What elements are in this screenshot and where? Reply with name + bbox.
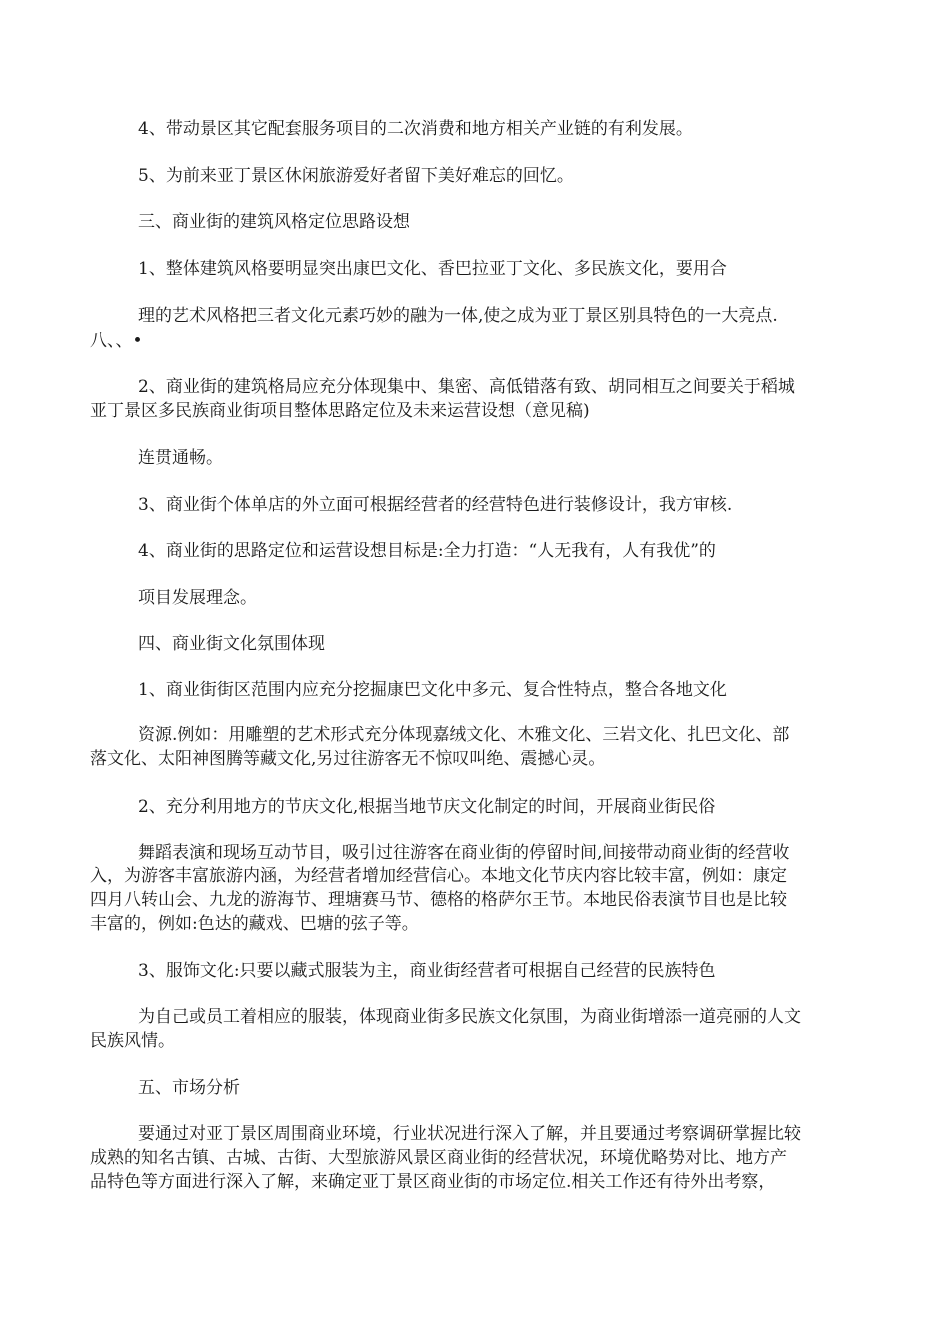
item-3-costume: 3、服饰文化:只要以藏式服装为主，商业街经营者可根据自己经营的民族特色 (138, 961, 716, 981)
section-5-heading: 五、市场分析 (138, 1078, 240, 1098)
item-1-culture-line-3: 落文化、太阳神图腾等藏文化,另过往游客无不惊叹叫绝、震撼心灵。 (90, 749, 606, 769)
item-4-industry-chain: 4、带动景区其它配套服务项目的二次消费和地方相关产业链的有利发展。 (138, 119, 693, 139)
running-header-title: 亚丁景区多民族商业街项目整体思路定位及未来运营设想（意见稿) (90, 401, 590, 421)
item-4-goal: 4、商业街的思路定位和运营设想目标是:全力打造：“人无我有，人有我优”的 (138, 541, 716, 561)
section-3-heading: 三、商业街的建筑风格定位思路设想 (138, 212, 410, 232)
stray-marks: 八、、• (90, 331, 143, 351)
item-2-festival: 2、充分利用地方的节庆文化,根据当地节庆文化制定的时间，开展商业街民俗 (138, 797, 716, 817)
market-analysis-line-1: 要通过对亚丁景区周围商业环境，行业状况进行深入了解，并且要通过考察调研掌握比较 (138, 1124, 801, 1144)
item-4-goal-continued: 项目发展理念。 (138, 588, 257, 608)
item-5-memories: 5、为前来亚丁景区休闲旅游爱好者留下美好难忘的回忆。 (138, 166, 574, 186)
item-1-culture-line-2: 资源.例如：用雕塑的艺术形式充分体现嘉绒文化、木雅文化、三岩文化、扎巴文化、部 (138, 725, 790, 745)
item-2-festival-line-5: 丰富的，例如:色达的藏戏、巴塘的弦子等。 (90, 914, 419, 934)
item-3-facade: 3、商业街个体单店的外立面可根据经营者的经营特色进行装修设计，我方审核. (138, 495, 733, 515)
section-4-heading: 四、商业街文化氛围体现 (138, 634, 325, 654)
item-2-festival-line-4: 四月八转山会、九龙的游海节、理塘赛马节、德格的格萨尔王节。本地民俗表演节目也是比较 (90, 890, 787, 910)
item-2-festival-line-2: 舞蹈表演和现场互动节目，吸引过往游客在商业街的停留时间,间接带动商业街的经营收 (138, 843, 790, 863)
item-3-costume-line-3: 民族风情。 (90, 1031, 175, 1051)
market-analysis-line-3: 品特色等方面进行深入了解，来确定亚丁景区商业街的市场定位.相关工作还有待外出考察， (90, 1172, 776, 1192)
item-2-layout-continued: 连贯通畅。 (138, 448, 223, 468)
item-2-layout: 2、商业街的建筑格局应充分体现集中、集密、高低错落有致、胡同相互之间要关于稻城 (138, 377, 795, 397)
market-analysis-line-2: 成熟的知名古镇、古城、古街、大型旅游风景区商业街的经营状况，环境优略势对比、地方产 (90, 1148, 787, 1168)
item-1-culture: 1、商业街街区范围内应充分挖掘康巴文化中多元、复合性特点，整合各地文化 (138, 680, 727, 700)
item-1-architecture-style-continued: 理的艺术风格把三者文化元素巧妙的融为一体,使之成为亚丁景区别具特色的一大亮点. (138, 306, 778, 326)
item-2-festival-line-3: 入，为游客丰富旅游内涵，为经营者增加经营信心。本地文化节庆内容比较丰富，例如：康定 (90, 866, 787, 886)
item-3-costume-line-2: 为自己或员工着相应的服装，体现商业街多民族文化氛围，为商业街增添一道亮丽的人文 (138, 1007, 801, 1027)
item-1-architecture-style: 1、整体建筑风格要明显突出康巴文化、香巴拉亚丁文化、多民族文化，要用合 (138, 259, 727, 279)
